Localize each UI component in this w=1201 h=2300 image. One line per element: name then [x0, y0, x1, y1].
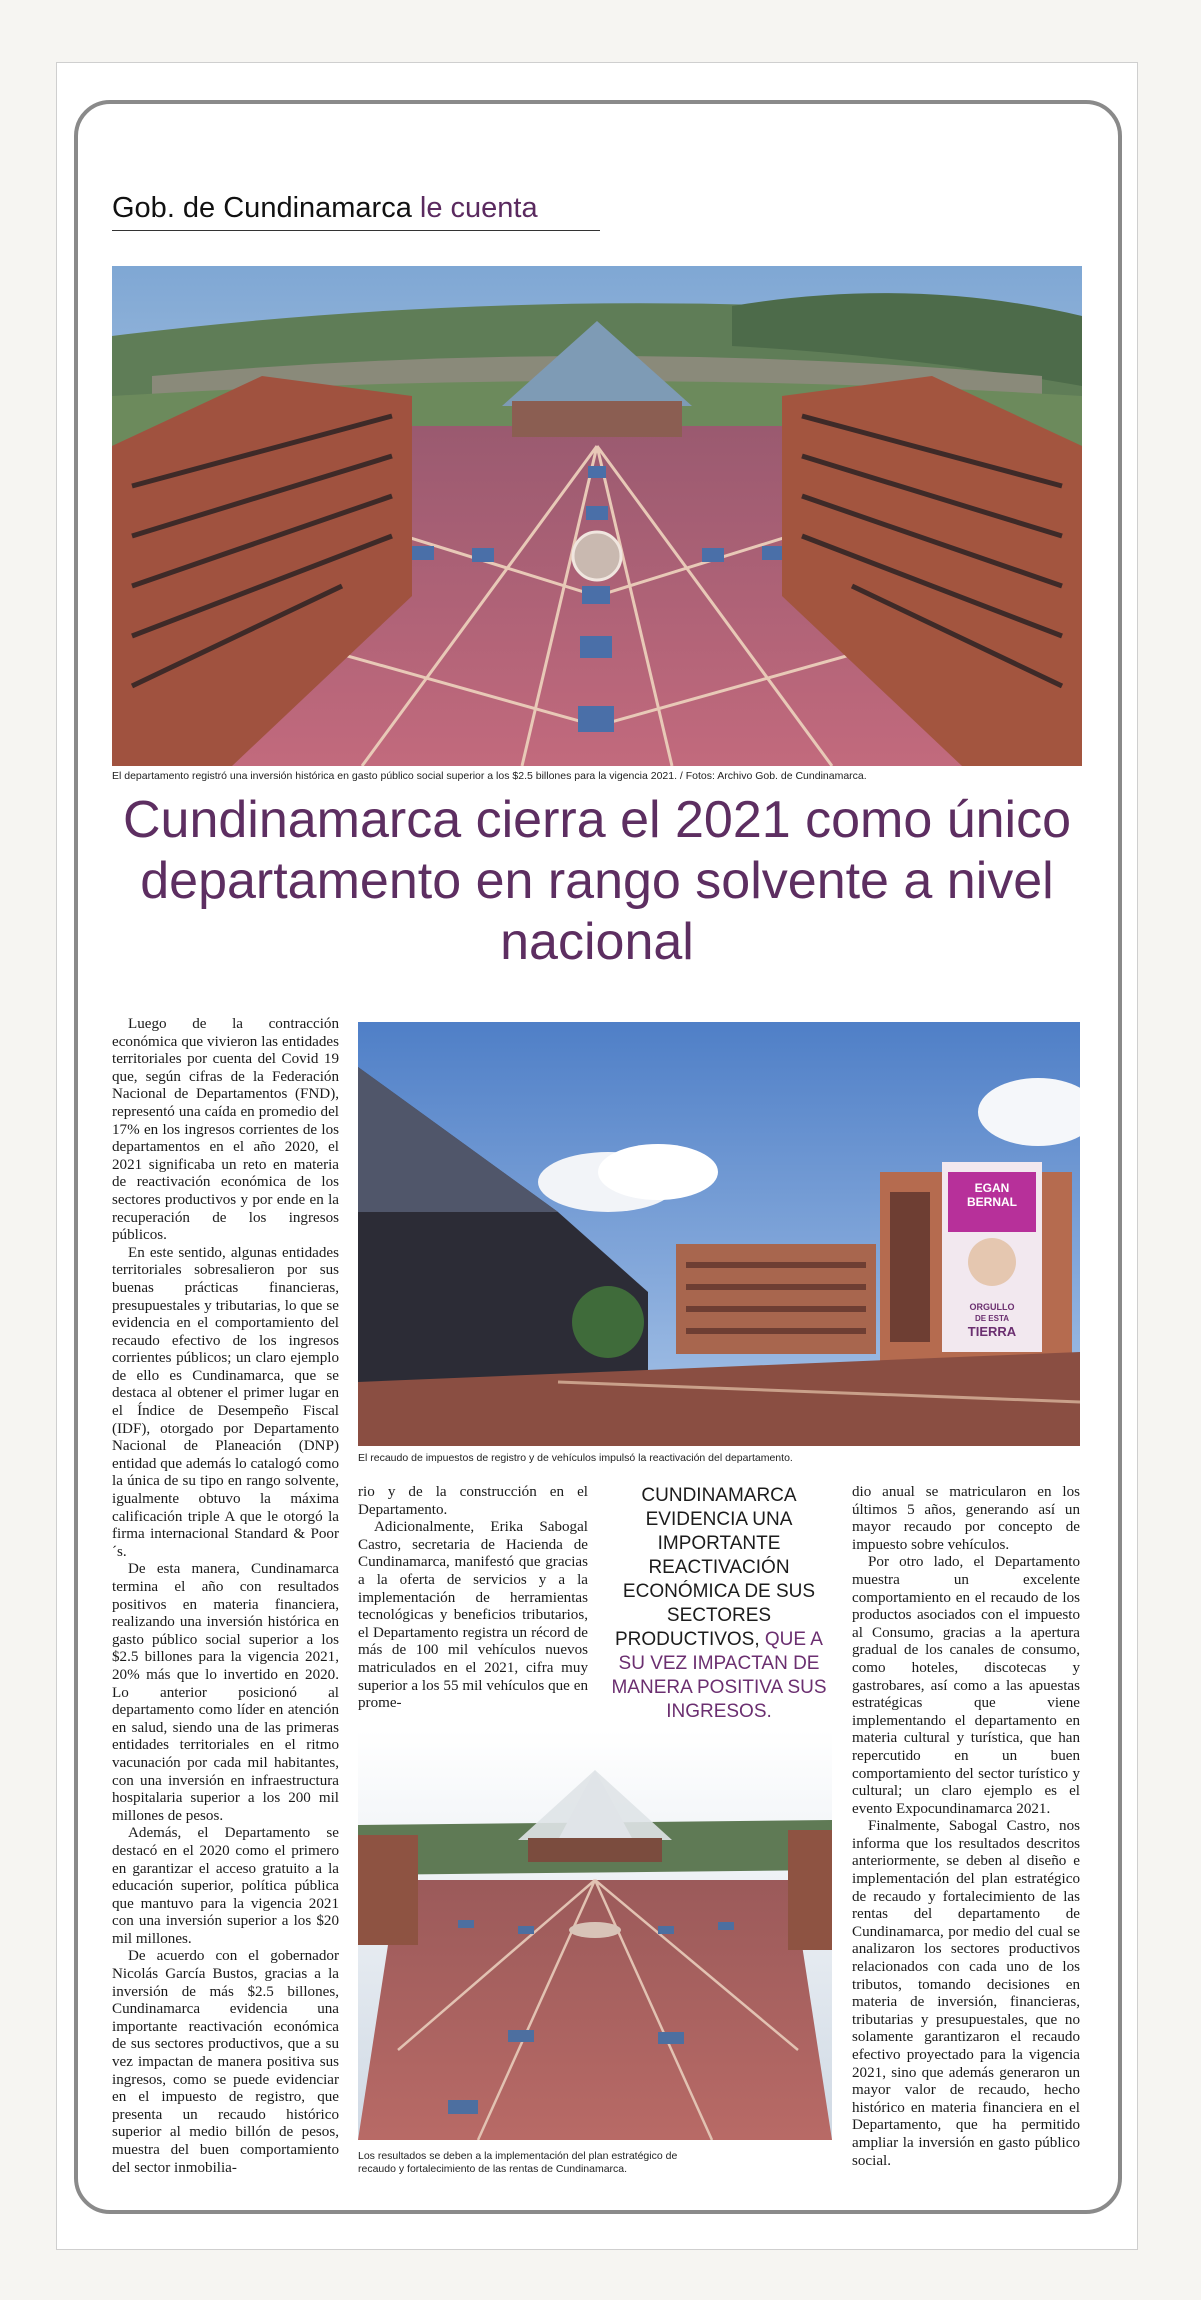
- photo-aerial-plaza: [112, 266, 1082, 766]
- paragraph: En este sentido, algunas entidades territoriales sobresalieron por sus buenas prácticas financieras, presupuestales y tributarias, lo que se evidencia en el comportamiento del recaudo efectivo de los ingresos corrientes públicos; un claro ejemplo de ello es Cundinamarca, que se destaca al obtener el primer lugar en el Índice de Desempeño Fiscal (IDF), otorgado por Departamento Nacional de Planeación (DNP) entidad que además lo catalogó como la única de su tipo en rango solvente, igualmente obtuvo la máxima calificación triple A que le otorgó la firma internacional Standard & Poor´s.: [112, 1244, 339, 1560]
- banner-text: BERNAL: [967, 1195, 1017, 1209]
- banner-text: ORGULLO: [969, 1302, 1015, 1312]
- paragraph: De acuerdo con el gobernador Nicolás García Bustos, gracias a la inversión de más $2.5 billones, Cundinamarca evidencia una importante reactivación económica de sus sectores productivos, que a su vez impactan de manera positiva sus ingresos, como se puede evidenciar en el impuesto de registro, que presenta un recaudo histórico superior al medio billón de pesos, muestra del buen comportamiento del sector inmobilia-: [112, 1948, 339, 2176]
- photo1-caption: El departamento registró una inversión histórica en gasto público social superior a los $2.5 billones para la vigencia 2021. / Fotos: Archivo Gob. de Cundinamarca.: [112, 770, 867, 782]
- article-column-2: [358, 1484, 588, 1714]
- paragraph: Adicionalmente, Erika Sabogal Castro, secretaria de Hacienda de Cundinamarca, manifestó que gracias a la oferta de servicios y a la implementación de herramientas tecnológicas y beneficios tributarios, el Departamento registra un récord de más de 100 mil vehículos nuevos matriculados en el 2021, cifra muy superior a los 55 mil vehículos que en prome-: [358, 1519, 588, 1712]
- paragraph: Finalmente, Sabogal Castro, nos informa que los resultados descritos anteriormente, se deben al diseño e implementación del plan estratégico de recaudo y fortalecimiento de las rentas del departamento de Cundinamarca, por medio del cual se analizaron los sectores productivos relacionados con cada uno de los tributos, tomando decisiones en materia de inversión, financieras, tributarias y presupuestales, que no solamente garantizaron el recaudo efectivo proyectado para la vigencia 2021, sino que además generaron un mayor valor de recaudo, hecho histórico en materia financiera en el Departamento, que ha permitido ampliar la inversión en gasto público social.: [852, 1818, 1080, 2169]
- pull-quote-main: CUNDINAMARCA EVIDENCIA UNA IMPORTANTE REACTIVACIÓN ECONÓMICA DE SUS SECTORES PRODUCTIVOS,: [615, 1485, 816, 1650]
- section-tag: le cuenta: [419, 192, 538, 224]
- banner-text: TIERRA: [967, 1324, 1017, 1339]
- paragraph: Por otro lado, el Departamento muestra un excelente comportamiento en el recaudo de los productos asociados con el impuesto al Consumo, gracias a la apertura gradual de los canales de consumo, como hoteles, discotecas y gastrobares, así como a las apuestas estratégicas que viene implementando el departamento en materia cultural y turística, que han repercutido en un buen comportamiento del sector turístico y cultural; un claro ejemplo es el evento Expocundinamarca 2021.: [852, 1554, 1080, 1817]
- photo-plaza-pyramid: [358, 1730, 832, 2140]
- article-headline: Cundinamarca cierra el 2021 como único departamento en rango solvente a nivel nacional: [122, 791, 1072, 971]
- paragraph: Luego de la contracción económica que vivieron las entidades territoriales por cuenta del Covid 19 que, según cifras de la Federación Nacional de Departamentos (FND), representó una caída en promedio del 17% en los ingresos corrientes de los departamentos en el año 2020, el 2021 significaba un reto en materia de reactivación económica de los sectores productivos y por ende en la recuperación de los ingresos públicos.: [112, 1016, 339, 1244]
- pull-quote-highlight: QUE A SU VEZ IMPACTAN DE MANERA POSITIVA SUS INGRESOS.: [611, 1629, 827, 1722]
- banner-text: EGAN: [974, 1181, 1010, 1195]
- photo3-caption: Los resultados se deben a la implementación del plan estratégico de recaudo y fortalecimiento de las rentas de Cundinamarca.: [358, 2150, 678, 2175]
- article-column-1: [112, 1016, 339, 2188]
- paragraph: dio anual se matricularon en los últimos 5 años, generando así un mayor recaudo por concepto de impuesto sobre vehículos.: [852, 1484, 1080, 1553]
- photo-government-building: [358, 1022, 1080, 1446]
- pull-quote: [610, 1484, 828, 1722]
- paragraph: Además, el Departamento se destacó en el 2020 como el primero en garantizar el acceso gratuito a la educación superior, política pública que mantuvo para la vigencia 2021 con una inversión superior a los $20 mil millones.: [112, 1825, 339, 1947]
- paragraph: De esta manera, Cundinamarca termina el año con resultados positivos en materia financiera, realizando una inversión histórica en gasto público social superior a los $2.5 billones para la vigencia 2021, 20% más que lo invertido en 2020. Lo anterior posicionó al departamento como líder en atención en salud, siendo una de las primeras entidades territoriales en el ritmo vacunación por cada mil habitantes, con una inversión en infraestructura hospitalaria superior a los 200 mil millones de pesos.: [112, 1561, 339, 1824]
- photo2-caption: El recaudo de impuestos de registro y de vehículos impulsó la reactivación del departamento.: [358, 1452, 793, 1464]
- section-heading: [112, 190, 600, 231]
- banner-text: DE ESTA: [974, 1314, 1010, 1323]
- article-column-3: [852, 1484, 1080, 2188]
- paragraph: rio y de la construcción en el Departamento.: [358, 1484, 588, 1518]
- section-brand: Gob. de Cundinamarca: [112, 192, 412, 224]
